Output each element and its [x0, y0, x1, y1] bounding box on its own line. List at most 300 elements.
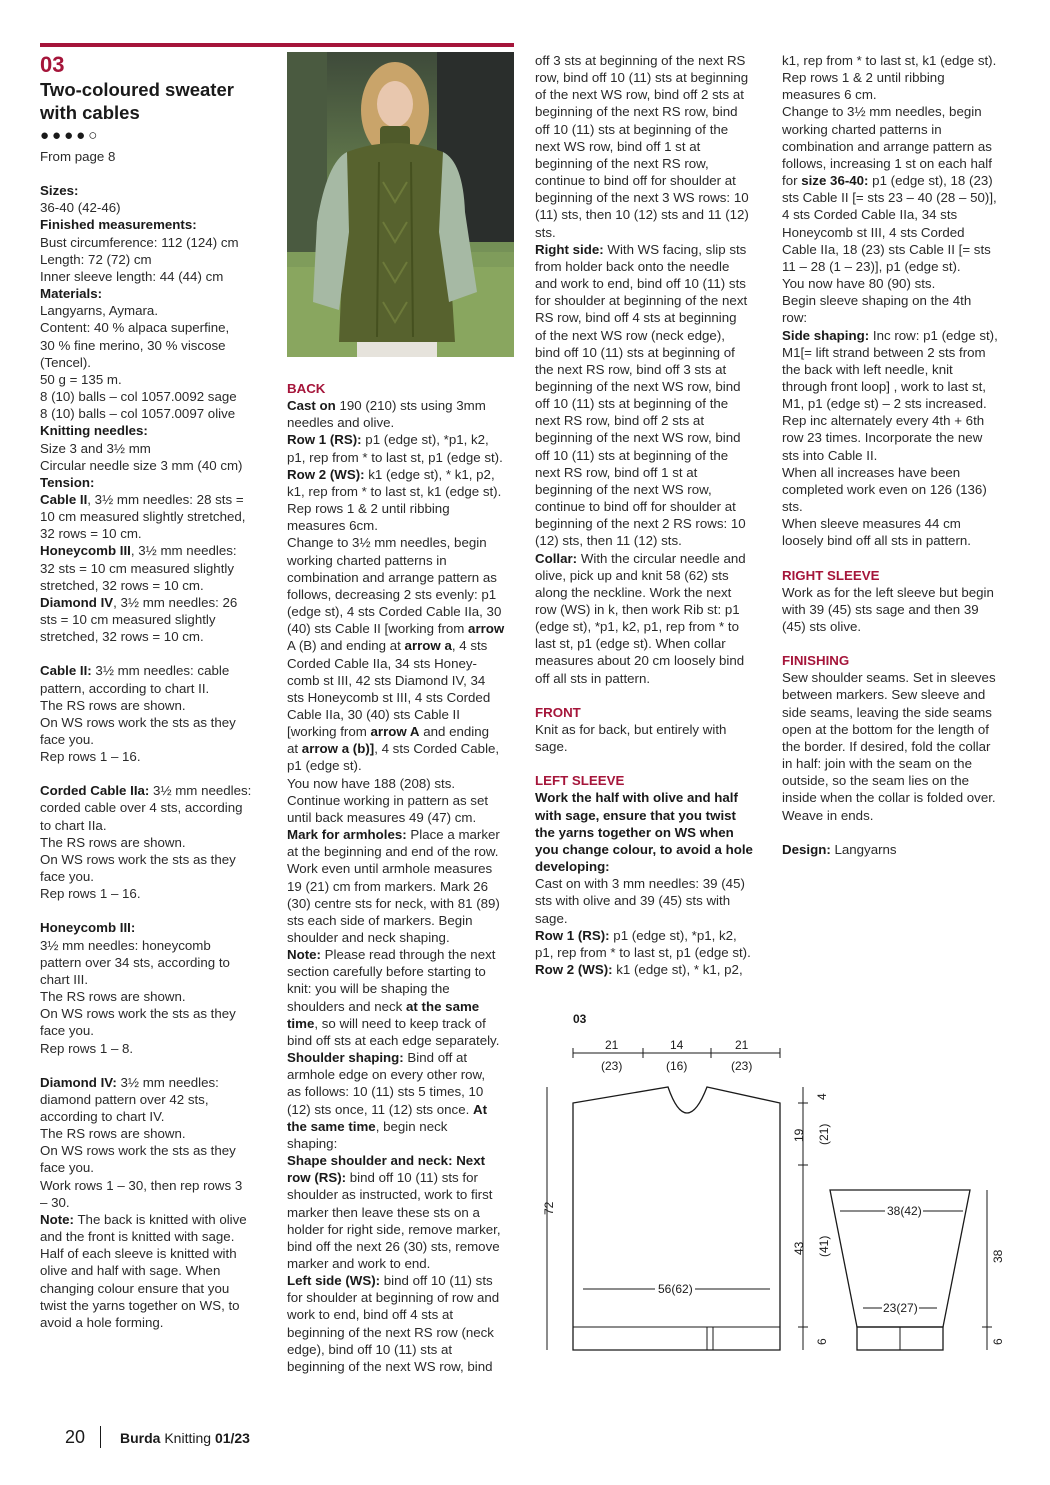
text-run: You now have 80 (90) sts. — [782, 276, 936, 292]
text-run: next RS row, bind off 1 st at — [535, 464, 698, 480]
stitch-text: The RS rows are shown. — [40, 697, 186, 713]
note-text: Half of each sleeve is knitted with — [40, 1246, 237, 1262]
text-run: from holder back onto the needle — [535, 258, 730, 274]
text-run: (11) sts, then 10 (12) sts and 11 (12) — [535, 207, 749, 223]
text-line — [287, 1289, 522, 1306]
dim-neck: 14 — [670, 1038, 684, 1052]
diagram-label: 03 — [573, 1012, 587, 1026]
tension-text: stretched, 32 rows = 10 cm. — [40, 577, 204, 593]
text-run: holder for right side, remove marker, — [287, 1221, 501, 1237]
text-line — [535, 258, 770, 275]
dim-body-alt: (41) — [817, 1235, 831, 1257]
text-run: sage. — [535, 910, 568, 926]
text-run: p1 (edge st), *p1, k2, — [609, 927, 737, 943]
text-line — [535, 721, 770, 738]
text-run: measures about 20 cm loosely bind — [535, 653, 745, 669]
text-line — [287, 1118, 522, 1135]
text-line — [535, 327, 770, 344]
text-run: beginning of the next RS row, — [535, 155, 709, 171]
text-run: M1, p1 (edge st) – 2 sts increased. — [782, 396, 987, 412]
material-line: Langyarns, Aymara. — [40, 303, 159, 319]
text-line — [287, 809, 522, 826]
text-line — [535, 927, 770, 944]
text-run: Please read through the next — [320, 947, 496, 963]
text-run: continue to bind off for shoulder at — [535, 499, 736, 515]
tension-text: 32 rows = 10 cm. — [40, 526, 142, 542]
text-line — [782, 52, 1022, 69]
text-line — [535, 498, 770, 515]
sleeve-continued — [782, 52, 1022, 327]
bold-term: arrow — [468, 621, 505, 637]
text-run: off 10 (11) sts at beginning of the — [535, 396, 729, 412]
text-line — [287, 1066, 522, 1083]
text-run: armhole edge on every other row, — [287, 1067, 486, 1083]
text-run: Begin sleeve shaping on the 4th — [782, 293, 972, 309]
text-run: When all increases have been — [782, 464, 961, 480]
text-run: You now have 188 (208) sts. — [287, 775, 456, 791]
material-line: Content: 40 % alpaca superfine, — [40, 320, 230, 336]
text-run: sts each side of markers. Begin — [287, 912, 473, 928]
text-line — [287, 672, 522, 689]
text-line — [535, 892, 770, 909]
text-run: at the beginning and end of the row. — [287, 844, 499, 860]
text-line — [287, 895, 522, 912]
schematic-diagram — [535, 1005, 1015, 1365]
text-line — [287, 603, 522, 620]
designer: Langyarns — [830, 841, 897, 857]
stitch-term: Honeycomb III: — [40, 920, 136, 936]
dim-shoulder: 21 — [605, 1038, 619, 1052]
text-run: measures 6cm. — [287, 518, 378, 534]
text-line — [535, 52, 770, 69]
text-line — [782, 755, 1022, 772]
dim-sleeve-rib: 6 — [991, 1338, 1005, 1345]
bold-term: Row 1 (RS): — [535, 927, 610, 943]
text-run: Work as for the left sleeve but begin — [782, 584, 994, 600]
text-line — [535, 858, 770, 875]
text-line — [535, 429, 770, 446]
tension-text: , 3½ mm needles: 28 sts = — [87, 491, 244, 507]
side-shaping-instructions — [782, 327, 1022, 550]
text-line — [287, 963, 522, 980]
bold-term: Shoulder shaping: — [287, 1050, 404, 1066]
text-line — [287, 517, 522, 534]
text-run: Honeycomb st III, 4 sts Corded — [782, 224, 965, 240]
bust: Bust circumference: 112 (124) cm — [40, 234, 239, 250]
stitch-text: face you. — [40, 732, 94, 747]
bold-term: arrow a — [404, 638, 452, 654]
text-run: Cast on with 3 mm needles: 39 (45) — [535, 876, 745, 892]
finishing-heading: FINISHING — [782, 653, 850, 669]
text-run: Place a marker — [406, 827, 500, 843]
text-line — [287, 637, 522, 654]
text-line — [287, 449, 522, 466]
text-run: inside when the collar is folded over. — [782, 790, 996, 806]
text-run: , so will need to keep track of — [314, 1015, 486, 1031]
bold-term: Shape shoulder and neck: Next — [287, 1153, 486, 1169]
stitch-text: pattern, according to chart II. — [40, 680, 210, 696]
text-run: Continue working in pattern as set — [287, 792, 489, 808]
text-run: Cable IIa, 18 (23) sts Cable II [= sts — [782, 241, 991, 257]
text-line — [535, 601, 770, 618]
text-line — [782, 275, 1022, 292]
tension-term: Cable II — [40, 491, 88, 507]
text-run: between markers. Sew sleeve and — [782, 687, 986, 703]
text-line — [782, 327, 1022, 344]
from-page: From page 8 — [40, 149, 116, 164]
text-run: p1 (edge st). — [287, 758, 362, 774]
pattern-number: 03 — [40, 52, 65, 77]
note-text: twist the yarns together on WS, to — [40, 1297, 240, 1313]
text-run: (edge st), 4 sts Corded Cable IIa, 30 — [287, 604, 502, 620]
text-run: Work even until armhole measures — [287, 861, 493, 877]
text-line — [287, 1238, 522, 1255]
page-number: 20 — [65, 1427, 86, 1447]
text-run: next WS row, bind off 1 st at — [535, 138, 701, 154]
text-run: next RS row, bind off 2 sts at — [535, 413, 705, 429]
text-line — [287, 826, 522, 843]
text-run: Sew shoulder seams. Set in sleeves — [782, 670, 996, 686]
text-run: olive, pick up and knit 58 (62) sts — [535, 567, 729, 583]
text-line — [535, 378, 770, 395]
text-run: RS row, bind off 4 sts at beginning — [535, 310, 737, 326]
text-line — [782, 292, 1022, 309]
text-line — [287, 414, 522, 431]
text-line — [535, 155, 770, 172]
text-run: follows, decreasing 2 sts evenly: p1 — [287, 586, 497, 602]
text-line — [287, 1221, 522, 1238]
text-run: Inc row: p1 (edge st), — [869, 327, 998, 343]
text-run: Knit as for back, but entirely with — [535, 721, 727, 737]
text-line — [287, 1169, 522, 1186]
stitch-term: Cable II: — [40, 663, 92, 679]
bold-term: Work the half with olive and half — [535, 790, 738, 806]
text-run: working charted patterns in — [287, 552, 447, 568]
bold-term: at the same — [406, 998, 480, 1014]
text-run: (12) sts once, 11 (12) sts once. — [287, 1101, 473, 1117]
text-run: , begin neck — [375, 1118, 448, 1134]
text-run: along the neckline. Work the next — [535, 584, 732, 600]
back-instructions — [287, 397, 522, 1375]
left-sleeve-instructions — [535, 789, 770, 978]
length: Length: 72 (72) cm — [40, 251, 152, 267]
text-line — [782, 138, 1022, 155]
note-text: avoid a hole forming. — [40, 1314, 164, 1330]
text-run: continue to bind off for shoulder at — [535, 173, 736, 189]
text-line — [287, 397, 522, 414]
text-run: row (WS) in k, then work Rib st: p1 — [535, 602, 740, 617]
pattern-title-line2: with cables — [40, 102, 140, 123]
stitch-text: On WS rows work the sts as they — [40, 714, 236, 730]
note-text: The back is knitted with olive — [73, 1211, 247, 1227]
text-run: bind off the next 26 (30) sts, remove — [287, 1238, 500, 1254]
text-line — [535, 189, 770, 206]
bold-term: Left side (WS): — [287, 1273, 381, 1289]
note-term: Note: — [40, 1211, 74, 1227]
text-line — [287, 466, 522, 483]
text-line — [782, 772, 1022, 789]
design-term: Design: — [782, 841, 831, 857]
brand-name: Burda — [120, 1430, 161, 1446]
stitch-text: chart III. — [40, 971, 89, 987]
text-run: combination and arrange pattern as — [782, 138, 992, 154]
text-line — [782, 344, 1022, 361]
text-line — [782, 412, 1022, 429]
tension-term: Honeycomb III — [40, 543, 131, 559]
text-line — [535, 412, 770, 429]
text-run: shoulder as instructed, work to first — [287, 1187, 493, 1203]
text-line — [535, 344, 770, 361]
text-run: and ending — [419, 724, 490, 740]
stitch-term: Corded Cable IIa: — [40, 783, 150, 799]
stitch-text: On WS rows work the sts as they — [40, 1143, 236, 1159]
text-line — [535, 789, 770, 806]
needle-line: Circular needle size 3 mm (40 cm) — [40, 457, 243, 473]
text-line — [535, 738, 770, 755]
dim-length: 72 — [542, 1201, 556, 1215]
text-run: (40) sts Cable II [working from — [287, 621, 469, 637]
text-line — [535, 910, 770, 927]
text-run: bind off 10 (11) sts at beginning of — [535, 344, 735, 360]
dim-armhole: 19 — [792, 1128, 806, 1142]
note-text: changing colour ensure that you — [40, 1280, 230, 1296]
text-run: off all sts in pattern. — [535, 670, 651, 686]
stitch-text: The RS rows are shown. — [40, 834, 186, 850]
collar-instructions — [535, 550, 770, 687]
text-line — [782, 206, 1022, 223]
bold-term: Cast on — [287, 398, 336, 414]
text-run: p1, rep from * to last st, p1 (edge st). — [535, 944, 751, 960]
needles-heading: Knitting needles: — [40, 423, 148, 439]
text-line — [287, 1255, 522, 1272]
text-line — [535, 550, 770, 567]
text-run: loosely bind off all sts in pattern. — [782, 533, 971, 549]
text-line — [782, 103, 1022, 120]
text-line — [287, 1049, 522, 1066]
text-run: p1, rep from * to last st, p1 (edge st). — [287, 449, 503, 465]
text-line — [782, 189, 1022, 206]
text-line — [535, 206, 770, 223]
text-run: (edge st), *p1, k2, p1, rep from * to — [535, 619, 739, 635]
text-run: shaping: — [287, 1135, 338, 1151]
text-run: last st, p1 (edge st). When collar — [535, 636, 726, 652]
column-3 — [535, 52, 770, 978]
bold-term: size 36-40: — [801, 173, 869, 189]
text-line — [782, 807, 1022, 824]
text-run: 11 – 28 (1 – 23)], p1 (edge st). — [782, 258, 961, 274]
needle-line: Size 3 and 3½ mm — [40, 440, 151, 456]
stitch-text: 3½ mm needles: cable — [91, 663, 230, 679]
bold-term: Row 2 (WS): — [287, 466, 365, 482]
text-run: Change to 3½ mm needles, begin — [287, 535, 487, 551]
bold-term: Collar: — [535, 550, 578, 566]
text-line — [782, 258, 1022, 275]
text-run: beginning of the next WS row, — [535, 481, 712, 497]
bold-term: Row 1 (RS): — [287, 432, 362, 448]
text-run: off 10 (11) sts at beginning of the — [535, 121, 729, 137]
text-line — [287, 534, 522, 551]
dim-armhole-alt: (21) — [817, 1123, 831, 1145]
column-2 — [287, 380, 522, 1375]
text-line — [535, 138, 770, 155]
right-sleeve-heading: RIGHT SLEEVE — [782, 567, 880, 583]
tension-text: , 3½ mm needles: 26 — [113, 594, 238, 610]
stitch-text: Work rows 1 – 30, then rep rows 3 — [40, 1177, 243, 1193]
text-line — [535, 309, 770, 326]
sleeve-length: Inner sleeve length: 44 (44) cm — [40, 268, 224, 284]
text-line — [782, 224, 1022, 241]
text-run: off 3 sts at beginning of the next RS — [535, 53, 746, 68]
column-4 — [782, 52, 1022, 858]
text-run: Rep rows 1 & 2 until ribbing — [782, 70, 945, 86]
sizes: 36-40 (42-46) — [40, 200, 121, 216]
left-sleeve-heading: LEFT SLEEVE — [535, 773, 625, 789]
text-line — [287, 1341, 522, 1358]
tension-text: 10 cm measured slightly stretched, — [40, 509, 246, 525]
text-run: the border. If desired, fold the collar — [782, 738, 991, 754]
text-run: in half: join with the seam on the — [782, 756, 972, 772]
text-run: sts with olive and 39 (45) sts with — [535, 893, 731, 909]
tension-text: , 3½ mm needles: — [130, 543, 237, 559]
text-run: Rep rows 1 & 2 until ribbing — [287, 501, 450, 517]
text-line — [535, 635, 770, 652]
text-line — [287, 843, 522, 860]
text-line — [287, 1186, 522, 1203]
sizes-heading: Sizes: — [40, 183, 79, 199]
text-line — [287, 431, 522, 448]
text-line — [535, 875, 770, 892]
text-line — [287, 878, 522, 895]
text-line — [782, 429, 1022, 446]
text-run: p1 (edge st), *p1, k2, — [361, 432, 489, 448]
text-run: With the circular needle and — [577, 550, 746, 566]
text-line — [287, 757, 522, 774]
dim-sleeve-bottom: 23(27) — [883, 1301, 918, 1315]
dim-shoulder: 21 — [735, 1038, 749, 1052]
text-line — [287, 1324, 522, 1341]
material-line: 8 (10) balls – col 1057.0097 olive — [40, 406, 236, 422]
text-line — [287, 1135, 522, 1152]
text-run: sts into Cable II. — [782, 447, 878, 463]
text-line — [782, 155, 1022, 172]
issue-number: 01/23 — [214, 1430, 250, 1446]
text-run: outside, so the seam lies on the — [782, 773, 970, 789]
stitch-text: face you. — [40, 1160, 94, 1176]
text-line — [782, 464, 1022, 481]
dim-neck-depth: 4 — [815, 1093, 829, 1100]
photo-illustration — [287, 52, 514, 357]
text-run: working charted patterns in — [782, 121, 942, 137]
text-run: of the next WS row, bind off 2 sts at — [535, 87, 744, 103]
text-line — [535, 361, 770, 378]
text-line — [782, 669, 1022, 686]
dim-shoulder-alt: (23) — [731, 1059, 753, 1073]
text-run: With WS facing, slip sts — [603, 241, 747, 257]
bold-term: arrow a (b)] — [301, 741, 375, 757]
text-run: k1 (edge st), * k1, p2, — [612, 961, 743, 977]
text-run: sts. — [535, 224, 556, 240]
text-run: Cable IIa, 30 (40) sts Cable II — [287, 706, 460, 722]
text-line — [287, 1204, 522, 1221]
tension-text: 32 sts = 10 cm measured slightly — [40, 560, 234, 576]
text-run: k1, rep from * to last st, k1 (edge st). — [287, 483, 502, 499]
text-line — [535, 944, 770, 961]
text-run: marker and work to end. — [287, 1255, 431, 1271]
stitch-text: On WS rows work the sts as they — [40, 851, 236, 867]
text-run: p1 (edge st), 18 (23) — [868, 173, 993, 189]
material-line: 50 g = 135 m. — [40, 371, 122, 387]
text-line — [535, 515, 770, 532]
text-run: section carefully before starting to — [287, 964, 486, 980]
text-run: at — [287, 741, 302, 757]
stitch-text: diamond pattern over 42 sts, — [40, 1091, 209, 1107]
text-line — [287, 946, 522, 963]
bold-term: with sage, ensure that you twist — [535, 807, 736, 823]
text-run: work to end, bind off 4 sts at — [287, 1307, 454, 1323]
text-line — [535, 103, 770, 120]
text-run: needles and olive. — [287, 415, 395, 431]
text-run: sts Honeycomb st III, 4 sts Corded — [287, 689, 491, 705]
text-line — [287, 552, 522, 569]
text-line — [535, 532, 770, 549]
dim-neck-alt: (16) — [666, 1059, 688, 1073]
dim-shoulder-alt: (23) — [601, 1059, 623, 1073]
stitch-text: pattern over 34 sts, according to — [40, 954, 230, 970]
text-run: M1[= lift strand between 2 sts from — [782, 344, 986, 360]
text-run: sts Cable II [= sts 23 – 40 (28 – 50)], — [782, 190, 997, 206]
text-run: , 4 sts — [451, 638, 488, 654]
text-line — [287, 655, 522, 672]
text-run: of the next WS row (neck edge), — [535, 327, 725, 343]
text-run: with 39 (45) sts sage and then 39 — [782, 601, 979, 617]
text-run: edge), bind off 10 (11) sts at — [287, 1341, 453, 1357]
text-line — [535, 275, 770, 292]
text-run: through front loop] , work to last st, — [782, 378, 986, 394]
text-run: (30) centre sts for neck, with 81 (89) — [287, 895, 500, 911]
bold-term: At — [473, 1101, 488, 1117]
text-line — [782, 172, 1022, 189]
text-run: beginning of the next 2 RS rows: 10 — [535, 516, 746, 532]
text-run: row, bind off 10 (11) sts at beginning — [535, 70, 749, 86]
text-line — [287, 689, 522, 706]
text-line — [535, 172, 770, 189]
tension-term: Diamond IV — [40, 594, 114, 610]
text-run: [working from — [287, 724, 371, 740]
text-line — [782, 378, 1022, 395]
text-line — [535, 69, 770, 86]
finished-heading: Finished measurements: — [40, 217, 197, 233]
text-line — [287, 483, 522, 500]
text-run: beginning of the next RS row, bind — [535, 104, 738, 120]
difficulty-rating: ●●●●○ — [40, 127, 101, 144]
text-run: beginning of the next 3 WS rows: 10 — [535, 190, 749, 206]
text-line — [782, 481, 1022, 498]
text-line — [287, 980, 522, 997]
dim-sleeve-length: 38 — [991, 1249, 1005, 1263]
text-line — [287, 860, 522, 877]
sweater-photo — [287, 52, 514, 357]
text-run: sts. — [782, 499, 803, 515]
bold-term: row (RS): — [287, 1170, 347, 1186]
text-run: shoulders and neck — [287, 998, 407, 1014]
tension-heading: Tension: — [40, 474, 95, 490]
text-line — [535, 241, 770, 258]
text-line — [287, 929, 522, 946]
text-line — [535, 670, 770, 687]
stitch-text: 3½ mm needles: honeycomb — [40, 937, 211, 953]
text-line — [535, 807, 770, 824]
text-line — [782, 361, 1022, 378]
